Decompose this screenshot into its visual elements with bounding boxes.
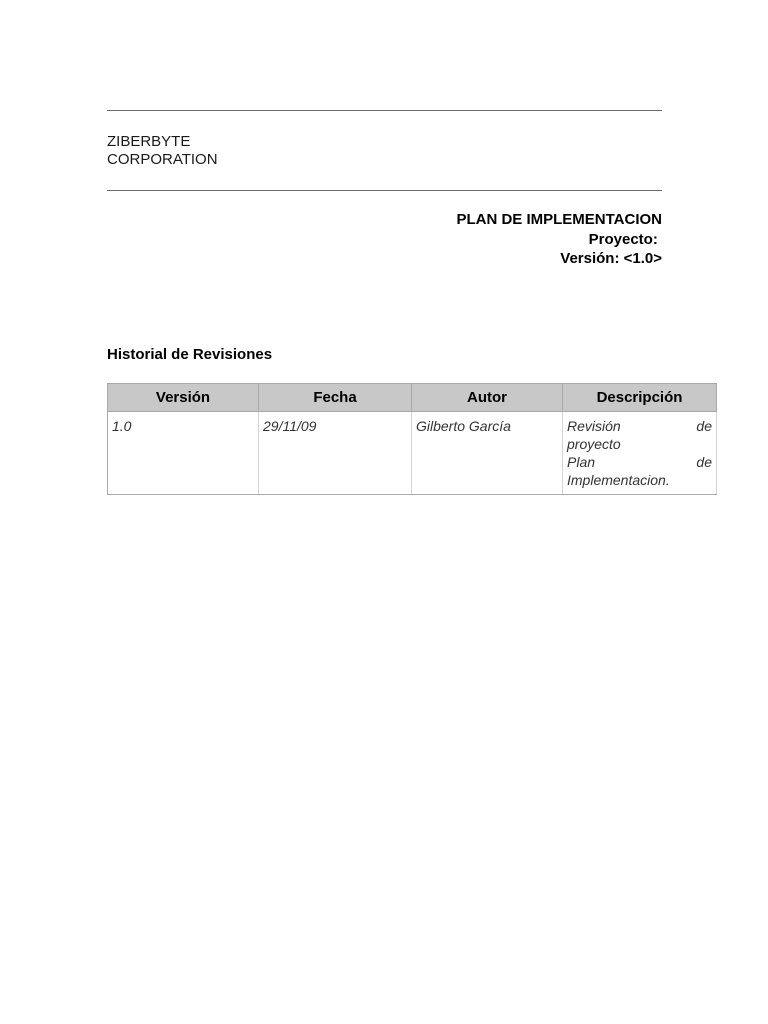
description-line-3 xyxy=(567,453,712,471)
column-header-description: Descripción xyxy=(563,384,717,412)
document-title: PLAN DE IMPLEMENTACION xyxy=(456,211,662,228)
column-header-date: Fecha xyxy=(259,384,412,412)
bottom-divider xyxy=(107,190,662,191)
table-row xyxy=(108,412,717,495)
company-name-line-2: CORPORATION xyxy=(107,151,218,168)
project-label: Proyecto: xyxy=(588,230,662,248)
top-divider xyxy=(107,110,662,111)
revision-history-table xyxy=(107,383,717,495)
description-line-4: Implementacion. xyxy=(567,472,670,488)
revision-history-heading: Historial de Revisiones xyxy=(107,346,273,363)
column-header-version: Versión xyxy=(108,384,259,412)
description-line-1 xyxy=(567,417,712,435)
cell-version: 1.0 xyxy=(108,412,259,495)
cell-date: 29/11/09 xyxy=(259,412,412,495)
company-name xyxy=(107,133,218,169)
cell-description xyxy=(563,412,717,495)
description-word: de xyxy=(696,418,712,434)
document-title-block xyxy=(456,210,662,269)
description-word: de xyxy=(696,454,712,470)
cell-author: Gilberto García xyxy=(412,412,563,495)
description-word: Plan xyxy=(567,454,596,470)
column-header-author: Autor xyxy=(412,384,563,412)
description-word: Revisión xyxy=(567,418,621,434)
table-header-row xyxy=(108,384,717,412)
company-name-line-1: ZIBERBYTE xyxy=(107,133,191,150)
description-line-2: proyecto xyxy=(567,436,621,452)
version-label: Versión: <1.0> xyxy=(560,250,662,267)
